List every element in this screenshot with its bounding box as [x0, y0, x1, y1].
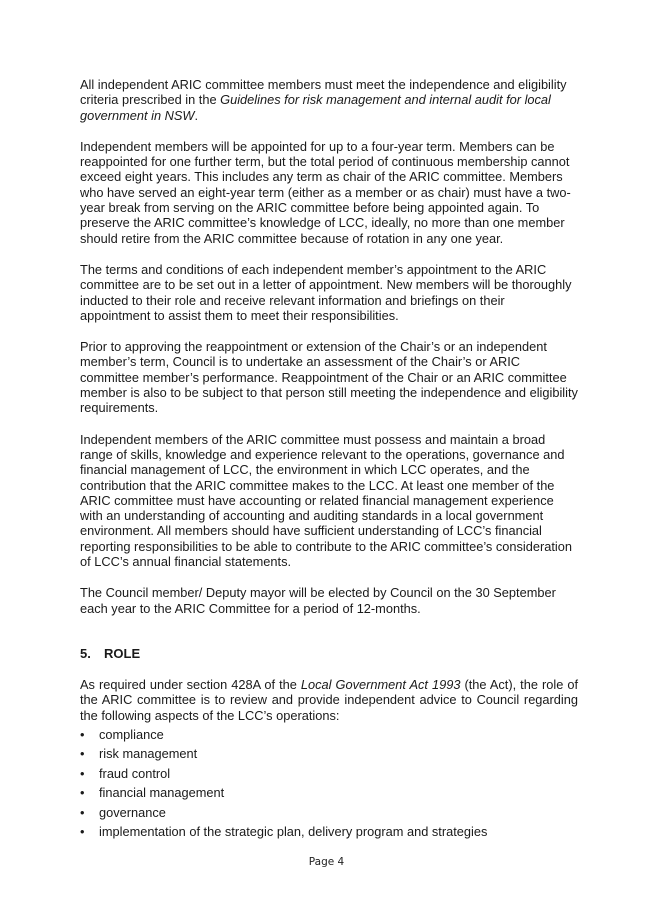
section-number: 5. [80, 645, 91, 661]
paragraph-reappointment: Prior to approving the reappointment or extension of the Chair’s or an independent member’s term, Council is to undertake an assessment of the Chair’s or ARIC committee member’s performance. Reappointment of the Chair or an ARIC committee member is also to be subject to that person still meeting the independence and eligibility requirements. [80, 339, 578, 416]
list-item: • fraud control [80, 766, 578, 781]
paragraph-council-member: The Council member/ Deputy mayor will be elected by Council on the 30 September each year to the ARIC Committee for a period of 12-months. [80, 585, 556, 616]
list-item: • financial management [80, 785, 578, 800]
section-heading [80, 646, 578, 662]
act-title: Local Government Act 1993 [300, 676, 461, 692]
section-intro [80, 677, 578, 723]
list-item: • implementation of the strategic plan, delivery program and strategies [80, 824, 578, 839]
paragraph-text: As required under section 428A of the [80, 676, 301, 692]
paragraph-skills: Independent members of the ARIC committee must possess and maintain a broad range of skills, knowledge and experience relevant to the operations, governance and financial management of LCC, the environment in which LCC operates, and the contribution that the ARIC committee makes to the LCC. At least one member of the ARIC committee must have accounting or related financial management experience with an understanding of accounting and auditing standards in a local government environment. All members should have sufficient understanding of LCC’s financial reporting responsibilities to be able to contribute to the ARIC committee’s consideration of LCC’s annual financial statements. [80, 431, 572, 570]
paragraph-eligibility [80, 77, 578, 123]
paragraph-appointment: The terms and conditions of each independent member’s appointment to the ARIC committee are to be set out in a letter of appointment. New members will be thoroughly inducted to their role and receive relevant information and briefings on their appointment to assist them to meet their responsibilities. [80, 261, 572, 323]
section-title: ROLE [104, 645, 141, 661]
list-item: • compliance [80, 727, 578, 742]
role-aspects-list [80, 727, 578, 840]
list-item: • risk management [80, 746, 578, 761]
page-number: Page 4 [308, 856, 345, 868]
list-item: • governance [80, 805, 578, 820]
page-content [80, 77, 578, 844]
paragraph-terms: Independent members will be appointed for up to a four-year term. Members can be reappointed for one further term, but the total period of continuous membership cannot exceed eight years. This includes any term as chair of the ARIC committee. Members who have served an eight-year term (either as a member or as chair) must have a two-year break from serving on the ARIC committee before being appointed again. To preserve the ARIC committee’s knowledge of LCC, ideally, no more than one member should retire from the ARIC committee because of rotation in any one year. [80, 138, 571, 246]
paragraph-text: . [194, 107, 199, 123]
guidelines-title: Guidelines for risk management and internal audit for local government in NSW [80, 92, 551, 123]
paragraph-text: All independent ARIC committee members must meet the independence and eligibility criteria prescribed in the [80, 77, 567, 108]
paragraph-text: (the Act), the role of the ARIC committee is to review and provide independent advice to Council regarding the following aspects of the LCC’s operations: [80, 676, 578, 723]
